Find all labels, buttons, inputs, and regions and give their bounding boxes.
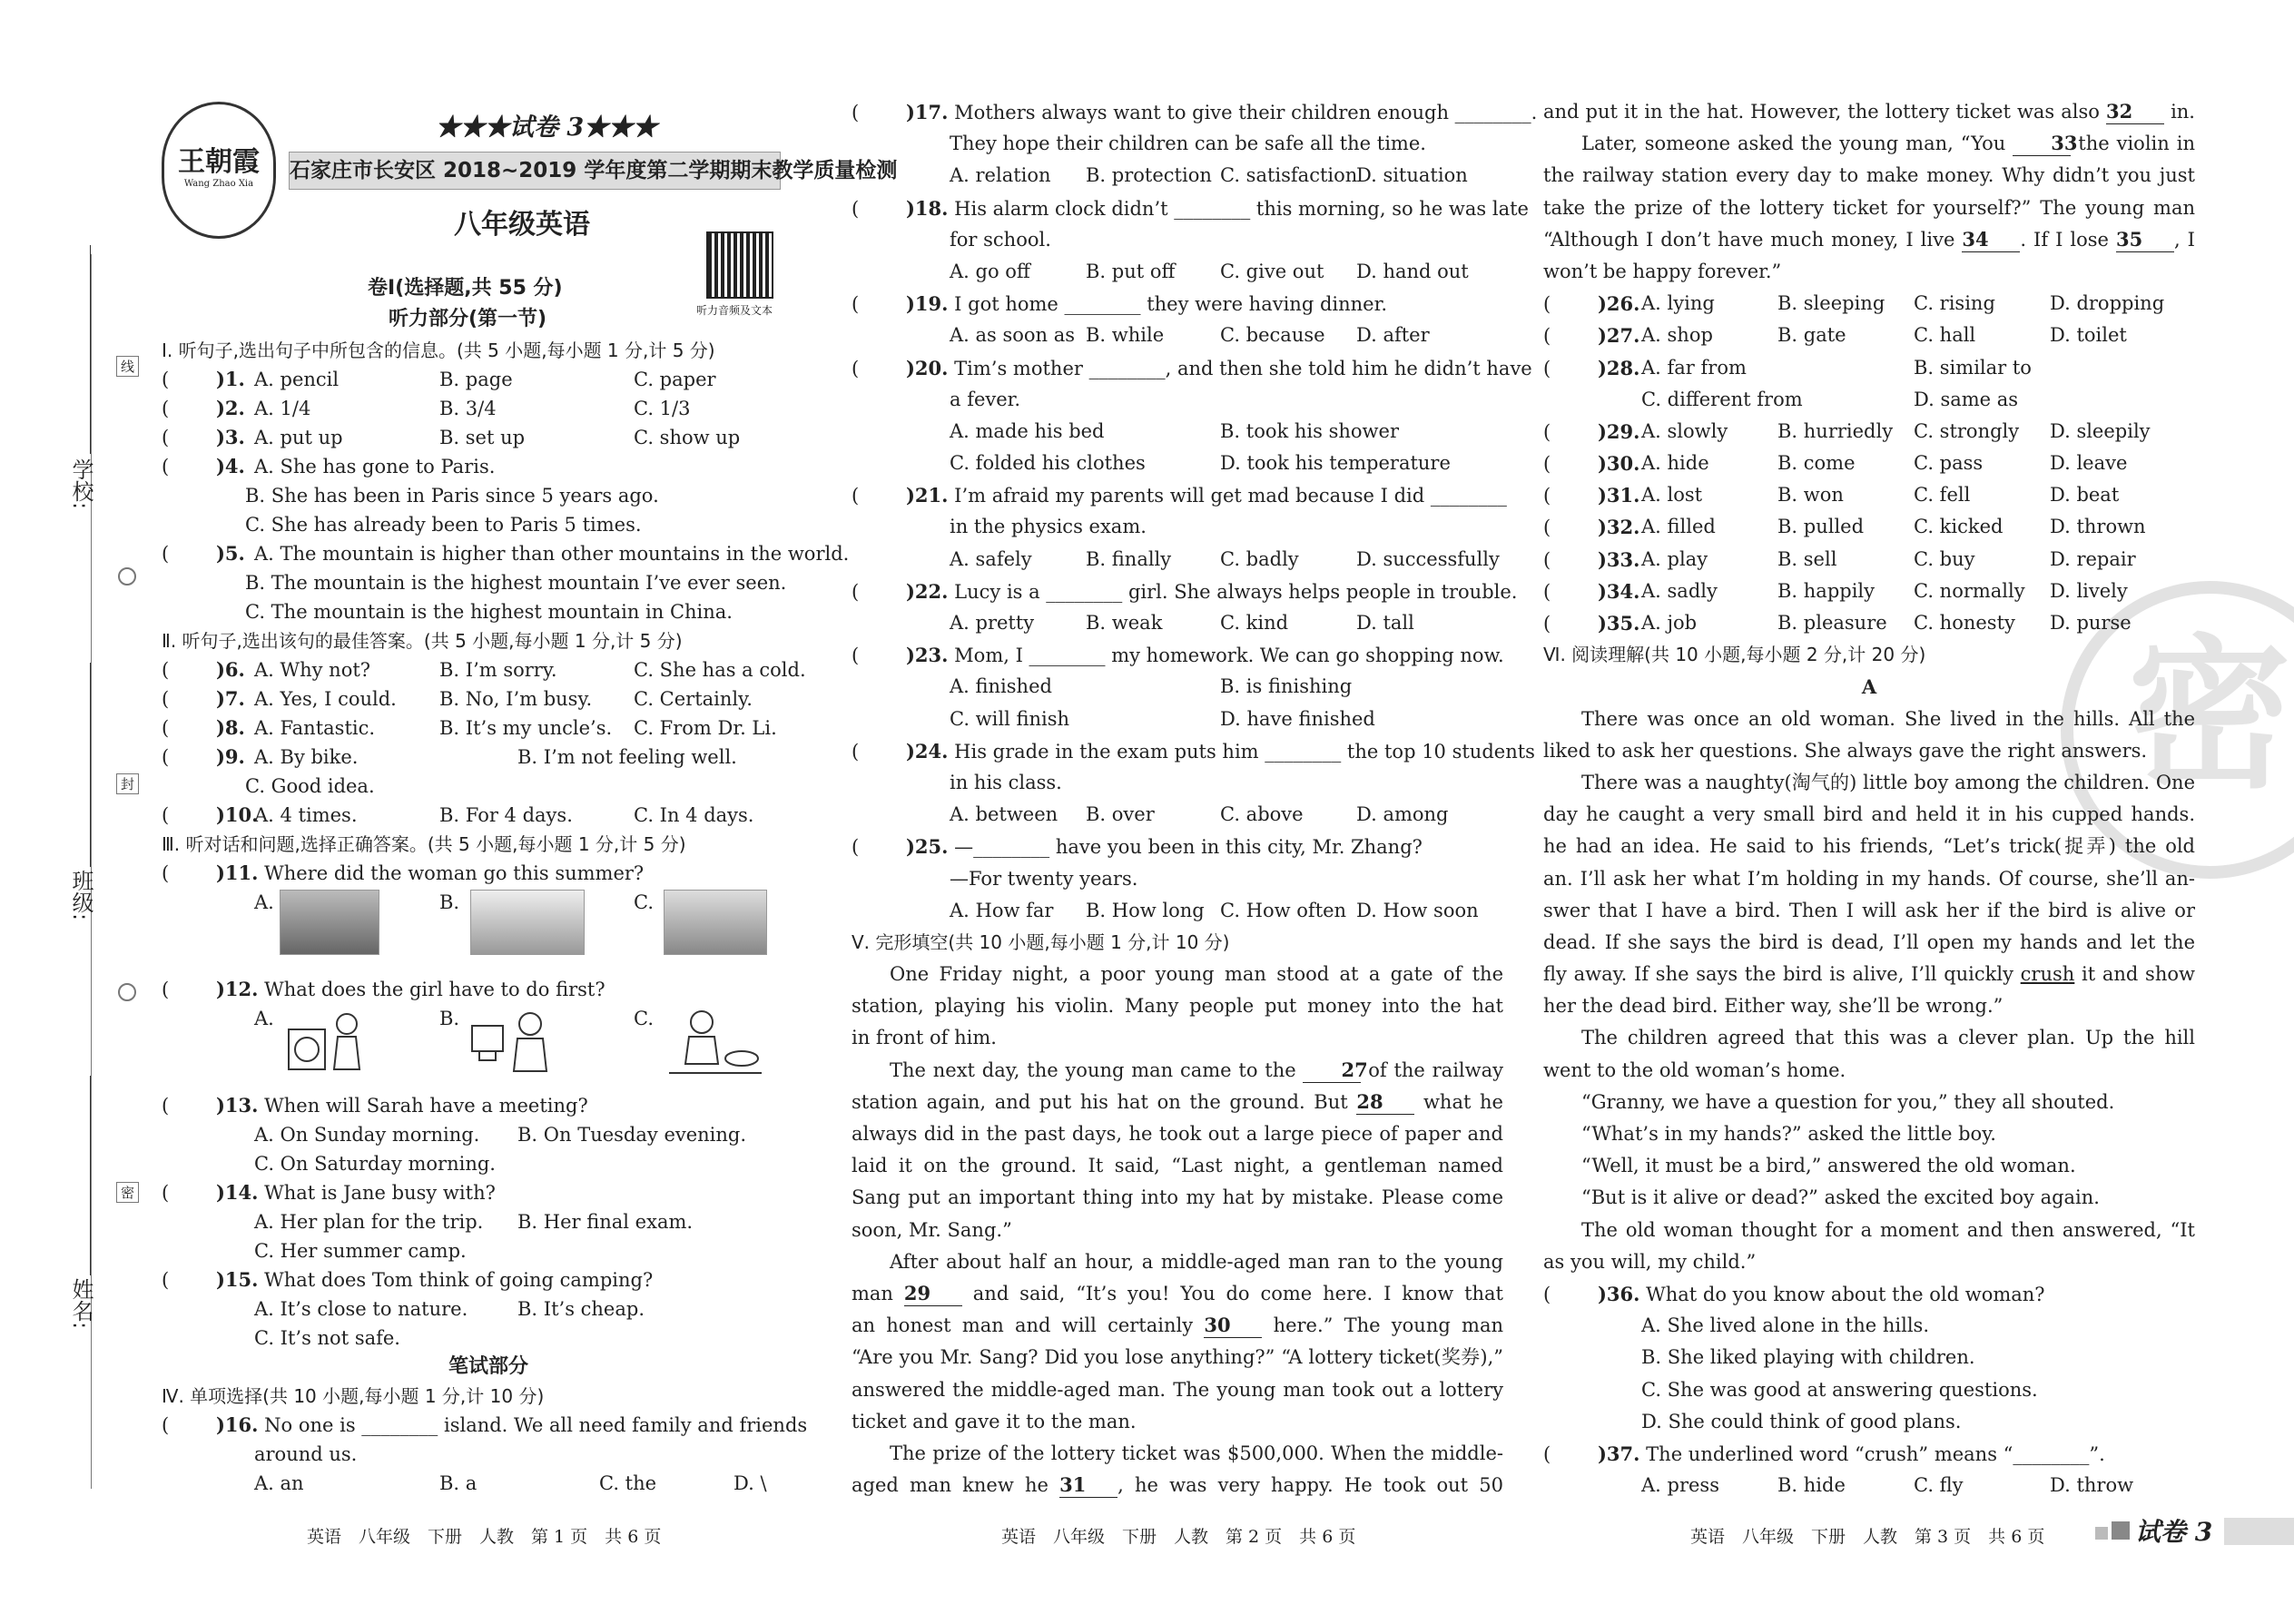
question-7: ( )7. A. Yes, I could. B. No, I’m busy. C. Certainly. — [162, 684, 815, 714]
option-b[interactable]: B. come — [1777, 452, 1856, 475]
question-24: ( )24. His grade in the exam puts him ________ the top 10 students — [852, 739, 1535, 763]
option-d[interactable]: D. toilet — [2050, 324, 2127, 347]
question-11-options — [162, 888, 815, 975]
option-b[interactable]: B. No, I’m busy. — [439, 688, 593, 710]
option-a[interactable]: A. 1/4 — [254, 398, 311, 419]
option-b[interactable]: B. sell — [1777, 547, 1837, 570]
option-b[interactable]: B. page — [439, 369, 513, 390]
option-b[interactable]: B. 3/4 — [439, 398, 497, 419]
question-3: ( )3. A. put up B. set up C. show up — [162, 423, 815, 452]
cloze-text: One Friday night, a poor young man stood at a gate of the — [890, 963, 1503, 986]
option-a[interactable]: A. filled — [1641, 516, 1716, 538]
question-19: ( )19. I got home ________ they were having dinner. — [852, 292, 1387, 316]
option-c[interactable]: C. She has a cold. — [634, 659, 806, 681]
option-b[interactable]: B. took his shower — [1220, 419, 1399, 442]
option-c[interactable]: C. In 4 days. — [634, 804, 754, 826]
option-c[interactable]: C. show up — [634, 427, 741, 448]
option-d[interactable]: D. successfully — [1356, 547, 1500, 570]
question-5: ( )5. A. The mountain is higher than other mountains in the world. — [162, 539, 815, 568]
option-a[interactable]: A. hide — [1641, 452, 1709, 475]
question-23: ( )23. Mom, I ________ my homework. We can go shopping now. — [852, 644, 1504, 667]
option-b[interactable]: B. On Tuesday evening. — [517, 1124, 747, 1146]
great-wall-image[interactable] — [280, 890, 379, 955]
option-c[interactable]: C. paper — [634, 369, 716, 390]
girl-cooking-icon[interactable] — [665, 1008, 765, 1080]
question-15: ( )15. What does Tom think of going camping? — [162, 1268, 654, 1291]
option-b[interactable]: B. weak — [1086, 612, 1163, 634]
option-d[interactable]: D. lively — [2050, 579, 2128, 602]
question-36: ( )36. What do you know about the old woman? — [1543, 1282, 2045, 1305]
option-a[interactable]: A. go off — [950, 260, 1030, 282]
option-b[interactable]: B. similar to — [1914, 356, 2032, 379]
option-a[interactable]: A. shop — [1641, 324, 1713, 347]
question-32: ( )32. A. filled B. pulled C. kicked D. thrown — [1543, 511, 2195, 543]
option-d[interactable]: D. How soon — [1356, 899, 1479, 921]
option-b[interactable]: B. How long — [1086, 899, 1205, 921]
option-c[interactable]: C. normally — [1914, 579, 2025, 602]
option-b[interactable]: B. pulled — [1777, 516, 1865, 538]
question-25: ( )25. —________ have you been in this city, Mr. Zhang? — [852, 835, 1423, 859]
question-10: ( )10. A. 4 times. B. For 4 days. C. In 4 days. — [162, 801, 815, 830]
option-a[interactable]: A. relation — [950, 164, 1051, 187]
name-label: 姓名: — [68, 1278, 94, 1330]
option-c[interactable]: C. Certainly. — [634, 688, 753, 710]
option-a[interactable]: A. On Sunday morning. — [254, 1124, 480, 1146]
question-33: ( )33. A. play B. sell C. buy D. repair — [1543, 544, 2195, 576]
underlined-word-crush: crush — [2020, 963, 2075, 986]
binding-hole-icon — [118, 567, 136, 586]
option-b[interactable]: B. — [439, 891, 460, 913]
blank-32[interactable]: 32 — [2106, 100, 2164, 124]
option-b[interactable]: B. is finishing — [1220, 675, 1353, 698]
option-c[interactable]: C. On Saturday morning. — [254, 1153, 496, 1175]
option-a[interactable]: A. lying — [1641, 292, 1715, 315]
option-a[interactable]: A. an — [254, 1472, 304, 1494]
question-9: ( )9. A. By bike. B. I’m not feeling well. — [162, 743, 815, 772]
question-4: ( )4. A. She has gone to Paris. — [162, 452, 815, 481]
option-a[interactable]: A. far from — [1641, 356, 1747, 379]
option-a[interactable]: A. as soon as — [950, 324, 1076, 347]
option-a[interactable]: A. Why not? — [254, 659, 371, 681]
option-d[interactable]: D. among — [1356, 803, 1449, 826]
part1-title: 卷Ⅰ(选择题,共 55 分) — [368, 277, 563, 300]
option-b[interactable]: B. — [439, 1008, 460, 1029]
option-c[interactable]: C. buy — [1914, 547, 1975, 570]
option-a[interactable]: A. safely — [950, 547, 1032, 570]
option-a[interactable]: A. She lived alone in the hills. — [1641, 1314, 1929, 1337]
blank-28[interactable]: 28 — [1356, 1090, 1414, 1115]
question-28: ( )28. A. far from B. similar to — [1543, 352, 2195, 384]
option-c[interactable]: C. It’s not safe. — [254, 1327, 400, 1349]
option-a[interactable]: A. The mountain is higher than other mountains in the world. — [254, 543, 850, 565]
blank-35[interactable]: 35 — [2116, 228, 2174, 252]
option-c[interactable]: C. strongly — [1914, 419, 2020, 442]
option-d[interactable]: D. tall — [1356, 612, 1414, 634]
question-18: ( )18. His alarm clock didn’t ________ this morning, so he was late — [852, 196, 1529, 220]
girl-at-computer-icon[interactable] — [467, 1008, 557, 1080]
class-label: 班级: — [68, 870, 94, 921]
option-d[interactable]: D. same as — [1914, 388, 2019, 410]
blank-30[interactable]: 30 — [1204, 1314, 1262, 1338]
option-b[interactable]: B. gate — [1777, 324, 1846, 347]
section-5-heading: Ⅴ. 完形填空(共 10 小题,每小题 1 分,计 10 分) — [852, 930, 1230, 953]
question-31: ( )31. A. lost B. won C. fell D. beat — [1543, 479, 2195, 511]
column-3: and put it in the hat. However, the lottery ticket was also 32 in. Later, someone asked the young man, “You 33 the violin in the railway station every day to make money. Why didn’t you just take the prize of the lottery ticket for yourself?” The young man “Although I don’t have much money, I live 34 . If I lose 35 , I won’t be happy forever.” ( )26. A. lying B. sleeping C. rising D. dropping ( )27. A. shop B. gate C. hall D. toilet ( )28. A. far from B. similar to C. different from D. same as ( )29. A. slowly B. hurriedly C. strongly D. sleepily ( )30. A. hide B. come C. pass D. leave ( )31. A. lost B. won C. fell D. beat ( )32. A. filled B. pulled C. kicked D. thrown ( )33. A. play B. sell C. buy D. repair ( )34. A. sadly B. happily C. normally D. lively ( )35. A. job B. pleasure C. honesty D. purse Ⅵ. 阅读理解(共 10 小题,每小题 2 分,计 20 分) A There was once an old woman. She lived in the hills. All the liked to ask her questions. She always gave the right answers. There was a naughty(淘气的) little boy among the children. One day he caught a very small bird and held it in his cupped hands. he had an idea. He said to his friends, “Let’s trick(捉弄) the old an. I’ll ask her what I’m holding in my hands. Of course, she’ll an- swer that I have a bird. Then I will ask her if the bird is alive or dead. If she says the bird is dead, I’ll open my hands and let the fly away. If she says the bird is alive, I’ll quickly crush it and show her the dead bird. Either way, she’ll be wrong.” The children agreed that this was a clever plan. Up the hill went to the old woman’s home. “Granny, we have a question for you,” they all shouted. “What’s in my hands?” asked the little boy. “Well, it must be a bird,” answered the old woman. “But is it alive or dead?” asked the excited boy again. The old woman thought for a moment and then answered, “It as you will, my child.” ( )36. What do you know about the old woman? A. She lived alone in the hills. B. She liked playing with children. C. She was good at answering questions. D. She could think of good plans. ( )37. The underlined word “crush” means “________”. A. press B. hide C. fly D. throw — [1543, 96, 2195, 1501]
class-field-line — [90, 663, 91, 867]
section-3-heading: Ⅲ. 听对话和问题,选择正确答案。(共 5 小题,每小题 1 分,计 5 分) — [162, 833, 686, 855]
subject-title: 八年级英语 — [454, 209, 590, 241]
option-b[interactable]: B. hide — [1777, 1474, 1846, 1497]
option-d[interactable]: D. purse — [2050, 612, 2132, 634]
question-12: ( )12. What does the girl have to do first? — [162, 978, 605, 1000]
option-c[interactable]: C. honesty — [1914, 612, 2015, 634]
summer-palace-image[interactable] — [664, 890, 767, 955]
option-a[interactable]: A. between — [950, 803, 1058, 826]
option-a[interactable]: A. job — [1641, 612, 1698, 634]
option-b[interactable]: B. over — [1086, 803, 1155, 826]
option-c[interactable]: C. above — [1220, 803, 1304, 826]
seal-mark-xian: 线 — [116, 356, 139, 377]
footer-tab — [2224, 1518, 2294, 1545]
paper-number: ★★★试卷 3★★★ — [436, 113, 658, 142]
question-20: ( )20. Tim’s mother ________, and then she told him he didn’t have — [852, 356, 1532, 379]
option-b[interactable]: B. The mountain is the highest mountain I’ve ever seen. — [245, 572, 787, 594]
option-a[interactable]: A. made his bed — [950, 419, 1105, 442]
qr-code[interactable] — [706, 231, 773, 299]
option-d[interactable]: D. have finished — [1220, 707, 1375, 730]
question-1: ( )1. A. pencil B. page C. paper — [162, 365, 815, 394]
option-d[interactable]: D. thrown — [2050, 516, 2146, 538]
question-12-options — [162, 1004, 815, 1091]
option-b[interactable]: B. a — [439, 1472, 478, 1494]
option-c[interactable]: C. badly — [1220, 547, 1299, 570]
option-b[interactable]: B. protection — [1086, 164, 1212, 187]
option-a[interactable]: A. put up — [254, 427, 343, 448]
question-16: ( )16. No one is ________ island. We all need family and friends — [162, 1413, 808, 1436]
option-b[interactable]: B. She liked playing with children. — [1641, 1346, 1975, 1369]
section-6-heading: Ⅵ. 阅读理解(共 10 小题,每小题 2 分,计 20 分) — [1543, 644, 1926, 666]
option-d[interactable]: D. dropping — [2050, 292, 2165, 315]
seal-stamp-watermark: 密 — [2061, 581, 2294, 879]
option-a[interactable]: A. lost — [1641, 484, 1703, 507]
option-a[interactable]: A. pretty — [950, 612, 1035, 634]
option-c[interactable]: C. How often — [1220, 899, 1347, 921]
question-6: ( )6. A. Why not? B. I’m sorry. C. She has a cold. — [162, 655, 815, 684]
option-d[interactable]: D. hand out — [1356, 260, 1469, 282]
question-37: ( )37. The underlined word “crush” means “________”. — [1543, 1442, 2105, 1465]
option-b[interactable]: B. For 4 days. — [439, 804, 573, 826]
option-d[interactable]: D. She could think of good plans. — [1641, 1410, 1962, 1432]
question-21: ( )21. I’m afraid my parents will get mad because I did ________ — [852, 484, 1507, 507]
option-c[interactable]: C. — [634, 891, 654, 913]
option-c[interactable]: C. kicked — [1914, 516, 2004, 538]
seal-mark-feng: 封 — [116, 773, 139, 794]
option-d[interactable]: D. repair — [2050, 547, 2136, 570]
option-a[interactable]: A. finished — [950, 675, 1052, 698]
exam-title: 石家庄市长安区 2018~2019 学年度第二学期期末教学质量检测 — [289, 152, 781, 190]
option-a[interactable]: A. She has gone to Paris. — [254, 456, 496, 477]
option-b[interactable]: B. put off — [1086, 260, 1176, 282]
question-34: ( )34. A. sadly B. happily C. normally D. lively — [1543, 576, 2195, 607]
question-11: ( )11. Where did the woman go this summer? — [162, 861, 645, 884]
option-d[interactable]: D. leave — [2050, 452, 2128, 475]
option-a[interactable]: A. Fantastic. — [254, 717, 376, 739]
page-footer-2: 英语 八年级 下册 人教 第 2 页 共 6 页 — [1001, 1527, 1356, 1547]
option-a[interactable]: A. pencil — [254, 369, 340, 390]
blank-34[interactable]: 34 — [1962, 228, 2020, 252]
question-22: ( )22. Lucy is a ________ girl. She always helps people in trouble. — [852, 579, 1518, 603]
question-26: ( )26. A. lying B. sleeping C. rising D. dropping — [1543, 288, 2195, 320]
question-8: ( )8. A. Fantastic. B. It’s my uncle’s. C. From Dr. Li. — [162, 714, 815, 743]
option-c[interactable]: C. because — [1220, 324, 1325, 347]
option-d[interactable]: D. sleepily — [2050, 419, 2151, 442]
option-c[interactable]: C. satisfaction — [1220, 164, 1358, 187]
seal-mark-mi: 密 — [116, 1182, 139, 1203]
option-a[interactable]: A. It’s close to nature. — [254, 1298, 468, 1320]
option-b[interactable]: B. finally — [1086, 547, 1172, 570]
question-17: ( )17. Mothers always want to give their children enough ________. — [852, 101, 1538, 123]
listening-title: 听力部分(第一节) — [389, 308, 547, 330]
option-b[interactable]: B. She has been in Paris since 5 years ago. — [245, 485, 659, 507]
option-c[interactable]: C. 1/3 — [634, 398, 691, 419]
option-b[interactable]: B. Her final exam. — [517, 1211, 694, 1233]
option-b[interactable]: B. I’m sorry. — [439, 659, 557, 681]
option-c[interactable]: C. the — [599, 1472, 657, 1494]
option-c[interactable]: C. fly — [1914, 1474, 1964, 1497]
school-field-line — [90, 245, 91, 454]
option-c[interactable]: C. fell — [1914, 484, 1971, 507]
option-c[interactable]: C. From Dr. Li. — [634, 717, 777, 739]
girl-washing-machine-icon[interactable] — [281, 1008, 372, 1080]
question-13: ( )13. When will Sarah have a meeting? — [162, 1094, 588, 1117]
page-footer-3: 英语 八年级 下册 人教 第 3 页 共 6 页 — [1690, 1527, 2045, 1547]
option-b[interactable]: B. pleasure — [1777, 612, 1887, 634]
question-35: ( )35. A. job B. pleasure C. honesty D. purse — [1543, 607, 2195, 639]
option-d[interactable]: D. \ — [733, 1472, 767, 1494]
binding-hole-icon — [118, 983, 136, 1001]
footer-deco-icon — [2095, 1527, 2108, 1540]
paper-tag: 试卷 3 — [2135, 1517, 2213, 1547]
option-a[interactable]: A. press — [1641, 1474, 1719, 1497]
option-b[interactable]: B. while — [1086, 324, 1165, 347]
option-b[interactable]: B. It’s my uncle’s. — [439, 717, 613, 739]
option-c[interactable]: C. kind — [1220, 612, 1289, 634]
option-a[interactable]: A. 4 times. — [254, 804, 358, 826]
name-field-line — [90, 1076, 91, 1275]
option-b[interactable]: B. won — [1777, 484, 1844, 507]
option-b[interactable]: B. sleeping — [1777, 292, 1885, 315]
option-c[interactable]: C. different from — [1641, 388, 1803, 410]
option-c[interactable]: C. Good idea. — [245, 775, 375, 797]
option-d[interactable]: D. situation — [1356, 164, 1468, 187]
question-29: ( )29. A. slowly B. hurriedly C. strongly D. sleepily — [1543, 416, 2195, 448]
option-b[interactable]: B. set up — [439, 427, 526, 448]
column-1: Ⅰ. 听句子,选出句子中所包含的信息。(共 5 小题,每小题 1 分,计 5 分) ( )1. A. pencil B. page C. paper ( )2. A. 1/4 B. 3/4 C. 1/3 ( )3. A. put up B. set up C. show up ( )4. A. She has gone to Paris. B. She has been in Paris since 5 years ago. C. She has already been to Paris 5 times. ( )5. A. The mountain is higher than other mountains in the world. B. The mountain is the highest mountain I’ve ever seen. C. The mountain is the highest mountain in China. Ⅱ. 听句子,选出该句的最佳答案。(共 5 小题,每小题 1 分,计 5 分) ( )6. A. Why not? B. I’m sorry. C. She has a cold. ( )7. A. Yes, I could. B. No, I’m busy. C. Certainly. ( )8. A. Fantastic. B. It’s my uncle’s. C. From Dr. Li. ( )9. A. By bike. B. I’m not feeling well. C. Good idea. ( )10. A. 4 times. B. For 4 days. C. In 4 days. Ⅲ. 听对话和问题,选择正确答案。(共 5 小题,每小题 1 分,计 5 分) ( )11. Where did the woman go this summer? A. B. C. ( )12. What does the girl have to do first? A. B. C. ( )13. When will Sarah have a meeting? A. On Sunday morning. B. On Tuesday evening. C. On Saturday morning. ( )14. What is Jane busy with? A. Her plan for the trip. B. Her final exam. C. Her summer camp. ( )15. What does Tom think of going camping? A. It’s close to nature. B. It’s cheap. C. It’s not safe. 笔试部分 Ⅳ. 单项选择(共 10 小题,每小题 1 分,计 10 分) ( )16. No one is ________ island. We all need family and friends around us. A. an B. a C. the D. \ — [162, 336, 815, 1498]
option-c[interactable]: C. pass — [1914, 452, 1984, 475]
section-4-heading: Ⅳ. 单项选择(共 10 小题,每小题 1 分,计 10 分) — [162, 1385, 545, 1407]
question-2: ( )2. A. 1/4 B. 3/4 C. 1/3 — [162, 394, 815, 423]
written-part-title: 笔试部分 — [448, 1355, 528, 1378]
option-d[interactable]: D. took his temperature — [1220, 452, 1451, 475]
option-b[interactable]: B. It’s cheap. — [517, 1298, 645, 1320]
page-footer-1: 英语 八年级 下册 人教 第 1 页 共 6 页 — [307, 1527, 662, 1547]
school-label: 学校: — [68, 458, 94, 510]
blank-27[interactable]: 27 — [1303, 1058, 1361, 1083]
passage-label: A — [1861, 675, 1877, 699]
option-d[interactable]: D. throw — [2050, 1474, 2134, 1497]
blank-31[interactable]: 31 — [1059, 1473, 1117, 1498]
option-c[interactable]: C. The mountain is the highest mountain in China. — [245, 601, 733, 623]
option-a[interactable]: A. Yes, I could. — [254, 688, 397, 710]
brand-name: 王朝霞 — [178, 146, 260, 178]
option-d[interactable]: D. beat — [2050, 484, 2120, 507]
option-b[interactable]: B. happily — [1777, 579, 1876, 602]
option-a[interactable]: A. play — [1641, 547, 1708, 570]
brand-name-en: Wang Zhao Xia — [183, 179, 254, 189]
reading-text: There was once an old woman. She lived in the hills. All the — [1581, 707, 2195, 730]
birds-nest-stadium-image[interactable] — [470, 890, 585, 955]
option-c[interactable]: C. will finish — [950, 707, 1070, 730]
option-a[interactable]: A. — [254, 891, 274, 913]
option-b[interactable]: B. I’m not feeling well. — [517, 746, 737, 768]
option-a[interactable]: A. — [254, 1008, 274, 1029]
question-27: ( )27. A. shop B. gate C. hall D. toilet — [1543, 320, 2195, 351]
section-1-heading: Ⅰ. 听句子,选出句子中所包含的信息。(共 5 小题,每小题 1 分,计 5 分) — [162, 340, 715, 361]
section-2-heading: Ⅱ. 听句子,选出该句的最佳答案。(共 5 小题,每小题 1 分,计 5 分) — [162, 630, 683, 652]
option-a[interactable]: A. slowly — [1641, 419, 1728, 442]
qr-caption: 听力音频及文本 — [696, 304, 773, 317]
option-c[interactable]: C. She has already been to Paris 5 times. — [245, 514, 642, 536]
option-a[interactable]: A. sadly — [1641, 579, 1718, 602]
option-a[interactable]: A. How far — [950, 899, 1054, 921]
blank-29[interactable]: 29 — [904, 1282, 962, 1306]
option-c[interactable]: C. — [634, 1008, 654, 1029]
option-b[interactable]: B. hurriedly — [1777, 419, 1894, 442]
option-d[interactable]: D. after — [1356, 324, 1430, 347]
brand-logo — [162, 102, 276, 239]
question-14: ( )14. What is Jane busy with? — [162, 1181, 496, 1204]
option-a[interactable]: A. By bike. — [254, 746, 359, 768]
option-c[interactable]: C. She was good at answering questions. — [1641, 1378, 2038, 1401]
option-a[interactable]: A. Her plan for the trip. — [254, 1211, 484, 1233]
column-2: ( )17. Mothers always want to give their children enough ________. They hope their children can be safe all the time. A. relation B. protection C. satisfaction D. situation ( )18. His alarm clock didn’t ________ this morning, so he was late for school. A. go off B. put off C. give out D. hand out ( )19. I got home ________ they were having dinner. A. as soon as B. while C. because D. after ( )20. Tim’s mother ________, and then she told him he didn’t have a fever. A. made his bed B. took his shower C. folded his clothes D. took his temperature ( )21. I’m afraid my parents will get mad because I did ________ in the physics exam. A. safely B. finally C. badly D. successfully ( )22. Lucy is a ________ girl. She always helps people in trouble. A. pretty B. weak C. kind D. tall ( )23. Mom, I ________ my homework. We can go shopping now. A. finished B. is finishing C. will finish D. have finished ( )24. His grade in the exam puts him ________ the top 10 students in his class. A. between B. over C. above D. among ( )25. —________ have you been in this city, Mr. Zhang? —For twenty years. A. How far B. How long C. How often D. How soon Ⅴ. 完形填空(共 10 小题,每小题 1 分,计 10 分) One Friday night, a poor young man stood at a gate of the station, playing his violin. Many people put money into the hat in front of him. The next day, the young man came to the 27 of the railway station again, and put his hat on the ground. But 28 what he always did in the past days, he took out a large piece of paper and laid it on the ground. It said, “Last night, a gentleman named Sang put an important thing into my hat by mistake. Please come soon, Mr. Sang.” After about half an hour, a middle-aged man ran to the young man 29 and said, “It’s you! You do come here. I know that an honest man and will certainly 30 here.” The young man “Are you Mr. Sang? Did you lose anything?” “A lottery ticket(奖券),” answered the middle-aged man. The young man took out a lottery ticket and gave it to the man. The prize of the lottery ticket was $500,000. When the middle- aged man knew he 31 , he was very happy. He took out 50 — [852, 96, 1503, 1501]
blank-33[interactable]: 33 — [2013, 132, 2071, 156]
option-c[interactable]: C. rising — [1914, 292, 1995, 315]
question-30: ( )30. A. hide B. come C. pass D. leave — [1543, 448, 2195, 479]
option-c[interactable]: C. hall — [1914, 324, 1976, 347]
footer-deco-icon — [2112, 1521, 2130, 1540]
option-c[interactable]: C. give out — [1220, 260, 1324, 282]
option-c[interactable]: C. folded his clothes — [950, 452, 1146, 475]
option-c[interactable]: C. Her summer camp. — [254, 1240, 467, 1262]
